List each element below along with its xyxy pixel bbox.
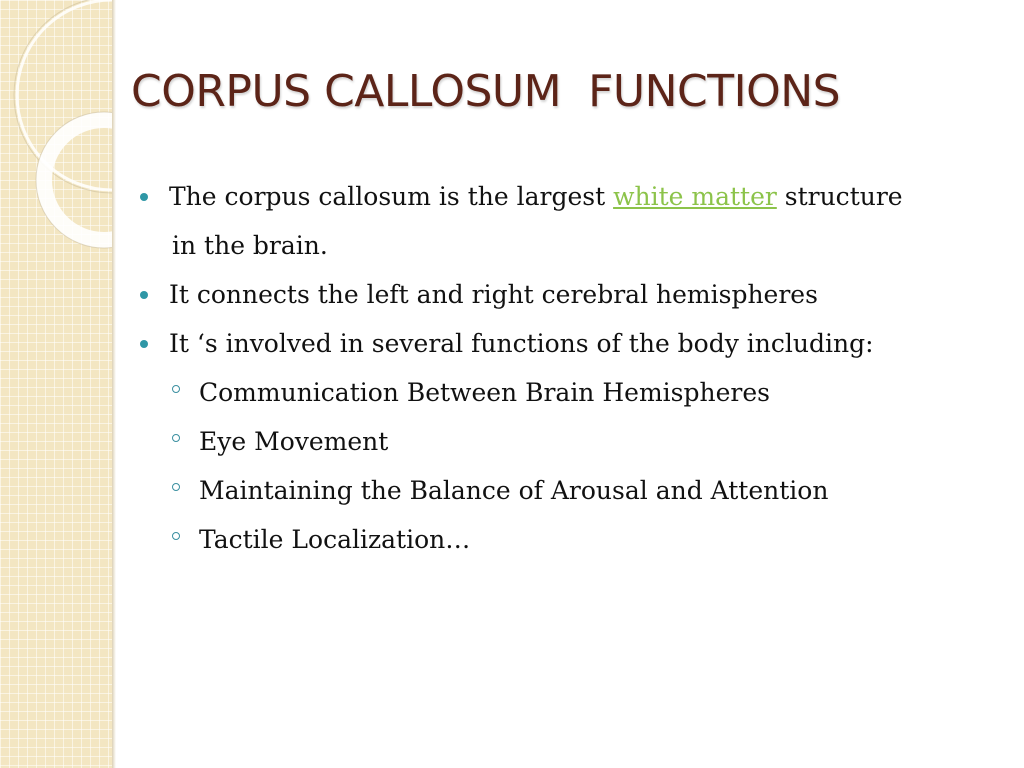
bullet-text: The corpus callosum is the largest	[169, 182, 614, 211]
bullet-item	[134, 270, 994, 319]
side-band-edge	[112, 0, 116, 768]
sub-bullet-text: Communication Between Brain Hemispheres	[199, 378, 770, 407]
bullet-dot-icon	[140, 193, 148, 201]
sub-bullet-item	[134, 515, 994, 564]
sub-bullet-ring-icon	[172, 532, 180, 540]
bullet-text: It connects the left and right cerebral hemispheres	[169, 280, 818, 309]
bullet-item	[134, 172, 994, 221]
decorative-rings	[0, 0, 112, 260]
sub-bullet-item	[134, 417, 994, 466]
sub-bullet-ring-icon	[172, 385, 180, 393]
decorative-ring-large-shadow	[14, 0, 112, 193]
bullet-continuation	[134, 221, 994, 270]
sub-bullet-ring-icon	[172, 483, 180, 491]
slide-title: CORPUS CALLOSUM FUNCTIONS	[131, 66, 841, 117]
sub-bullet-text: Tactile Localization…	[199, 525, 471, 554]
sub-bullet-text: Eye Movement	[199, 427, 389, 456]
decorative-ring-large	[17, 0, 112, 190]
white-matter-link[interactable]: white matter	[613, 182, 777, 211]
sub-bullet-ring-icon	[172, 434, 180, 442]
bullet-item	[134, 319, 994, 368]
bullet-dot-icon	[140, 340, 148, 348]
decorative-side-band	[0, 0, 112, 768]
bullet-list	[134, 172, 994, 564]
decorative-ring-thick	[44, 120, 112, 240]
bullet-text: structure	[776, 182, 903, 211]
sub-bullet-item	[134, 466, 994, 515]
bullet-text: in the brain.	[172, 231, 328, 260]
bullet-text: It ‘s involved in several functions of the body including:	[169, 329, 874, 358]
sub-bullet-item	[134, 368, 994, 417]
bullet-dot-icon	[140, 291, 148, 299]
sub-bullet-text: Maintaining the Balance of Arousal and Attention	[199, 476, 829, 505]
